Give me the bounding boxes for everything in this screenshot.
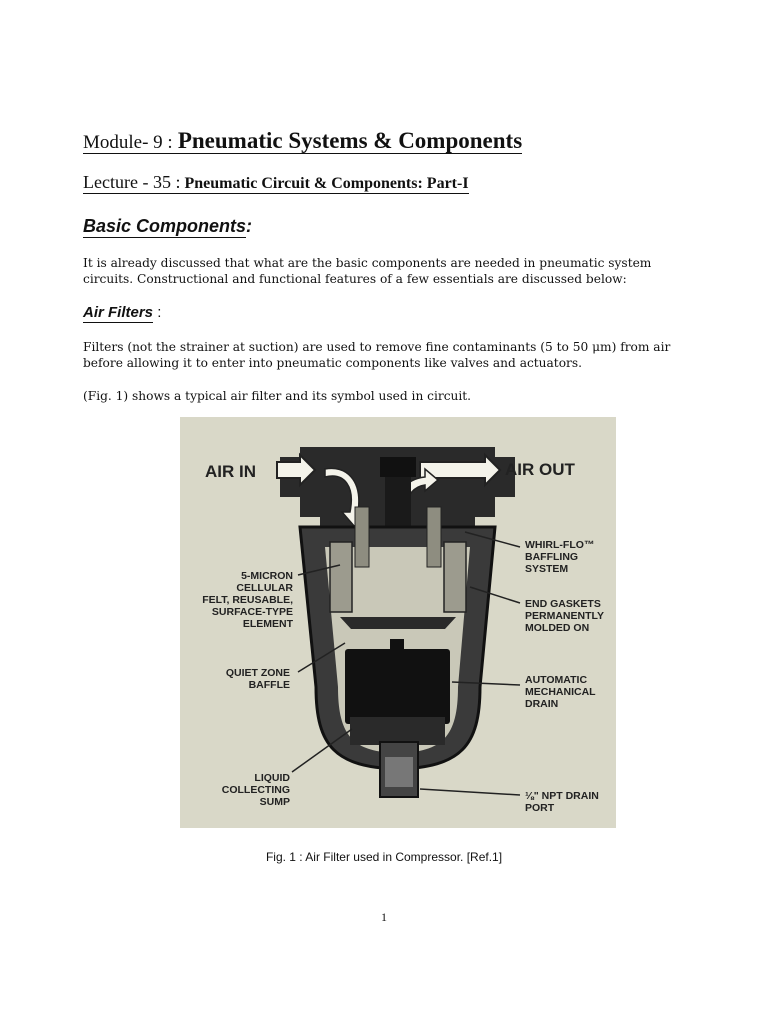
module-title: Pneumatic Systems & Components bbox=[177, 128, 523, 153]
drain-label-1: AUTOMATIC bbox=[525, 674, 588, 686]
whirl-flo-label-1: WHIRL-FLO™ bbox=[525, 539, 595, 551]
micron-label-4: SURFACE-TYPE bbox=[211, 606, 293, 618]
page-number: 1 bbox=[381, 910, 387, 924]
gasket-label-2: PERMANENTLY bbox=[525, 610, 604, 622]
sump-label-3: SUMP bbox=[259, 796, 290, 808]
module-heading bbox=[83, 128, 522, 154]
sump-label-2: COLLECTING bbox=[221, 784, 290, 796]
sump-base bbox=[350, 717, 445, 745]
port-label-2: PORT bbox=[525, 802, 555, 814]
drain-label-2: MECHANICAL bbox=[525, 686, 596, 698]
subsection-heading bbox=[83, 304, 161, 321]
sump-label-1: LIQUID bbox=[254, 772, 290, 784]
subsection-heading-colon: : bbox=[153, 304, 162, 321]
drain-label-3: DRAIN bbox=[525, 698, 559, 710]
gasket-label-3: MOLDED ON bbox=[525, 622, 590, 634]
section-heading-colon: : bbox=[246, 216, 253, 236]
lecture-title: Pneumatic Circuit & Components: Part-I bbox=[184, 175, 469, 192]
quiet-zone-baffle bbox=[340, 617, 456, 629]
micron-label-5: ELEMENT bbox=[242, 618, 293, 630]
air-filter-figure bbox=[180, 417, 616, 828]
lecture-prefix: Lecture - 35 : bbox=[83, 172, 181, 192]
automatic-drain bbox=[345, 649, 450, 724]
quiet-zone-label-2: BAFFLE bbox=[248, 679, 290, 691]
whirl-flo-label-2: BAFFLING bbox=[525, 551, 579, 563]
micron-label-2: CELLULAR bbox=[236, 582, 293, 594]
filter-element-right bbox=[444, 542, 466, 612]
lecture-heading bbox=[83, 172, 469, 193]
gasket-label-1: END GASKETS bbox=[525, 598, 601, 610]
intro-paragraph: It is already discussed that what are the basic components are needed in pneumatic system circuits. Constructional and functional features of a few essentials are discussed below: bbox=[83, 256, 652, 286]
filter-element-left bbox=[330, 542, 352, 612]
port-label-1: ⅛" NPT DRAIN bbox=[525, 790, 599, 802]
figure-reference-paragraph: (Fig. 1) shows a typical air filter and its symbol used in circuit. bbox=[83, 389, 472, 403]
subsection-heading-text: Air Filters bbox=[83, 304, 154, 321]
air-in-label: AIR IN bbox=[205, 462, 256, 481]
micron-label-3: FELT, REUSABLE, bbox=[202, 594, 293, 606]
whirl-flo-label-3: SYSTEM bbox=[525, 563, 569, 575]
section-heading-text: Basic Components bbox=[83, 216, 247, 236]
air-filter-diagram bbox=[180, 417, 616, 828]
micron-label-1: 5-MICRON bbox=[241, 570, 293, 582]
air-out-label: AIR OUT bbox=[505, 460, 575, 479]
figure-caption: Fig. 1 : Air Filter used in Compressor. [Ref.1] bbox=[265, 850, 503, 864]
section-heading bbox=[83, 216, 252, 237]
filters-paragraph: Filters (not the strainer at suction) are used to remove fine contaminants (5 to 50 μm) from air before allowing it to enter into pneumatic components like valves and actuators. bbox=[83, 340, 671, 370]
module-prefix: Module- 9 : bbox=[83, 132, 173, 153]
quiet-zone-label-1: QUIET ZONE bbox=[225, 667, 290, 679]
